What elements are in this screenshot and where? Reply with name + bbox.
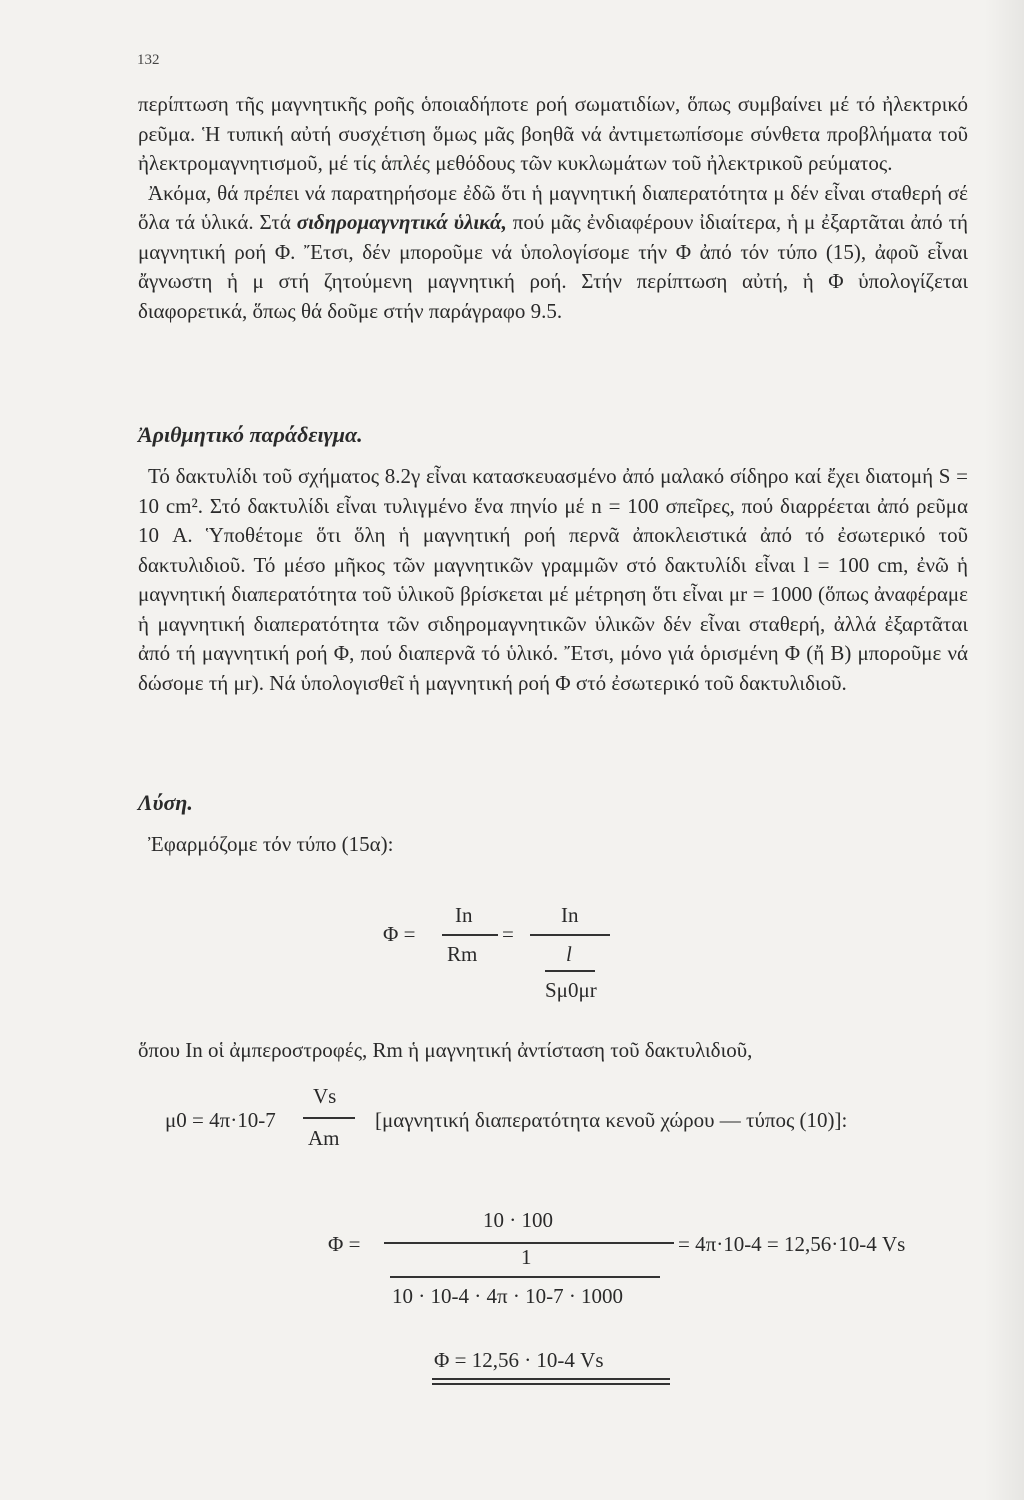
formula-1-eq: = bbox=[502, 922, 514, 946]
formula-3-den-num: 1 bbox=[521, 1245, 532, 1269]
final-result-underline-2 bbox=[432, 1383, 670, 1385]
formula-1-den2-den: Sμ0μr bbox=[545, 978, 597, 1002]
paragraph-1: περίπτωση τῆς μαγνητικῆς ροῆς ὁποιαδήποτε ροή σωματιδίων, ὅπως συμβαίνει μέ τό ἠλεκτρικό ρεῦμα. Ἡ τυπική αὐτή συσχέτιση ὅμως μᾶς βοηθᾶ νά ἀντιμετωπίσομε σύνθετα προβλήματα τοῦ ἠλεκτρομαγνητισμοῦ, μέ τίς ἁπλές μεθόδους τῶν κυκλωμάτων τοῦ ἠλεκτρικοῦ ρεύματος. bbox=[138, 92, 968, 175]
page-edge-shadow bbox=[984, 0, 1024, 1500]
final-result: Φ = 12,56 · 10-4 Vs bbox=[434, 1348, 604, 1372]
paragraph-intro bbox=[138, 90, 968, 326]
formula-2-fracline bbox=[303, 1117, 355, 1119]
formula-1-num1: In bbox=[455, 903, 473, 927]
formula-1-den1: Rm bbox=[447, 942, 478, 966]
paragraph-2-end: πού μᾶς ἐνδιαφέρουν ἰδιαίτερα, ἡ μ ἐξαρτᾶται ἀπό τή μαγνητική ροή Φ. Ἔτσι, δέν μποροῦμε νά ὑπολογίσομε τήν Φ ἀπό τόν τύπο (15), ἀφοῦ εἶναι ἄγνωστη ἡ μ στή ζητούμενη μαγνητική ροή. Στήν περίπτωση αὐτή, ἡ Φ ὑπολογίζεται διαφορετικά, ὅπως θά δοῦμε στήν παράγραφο 9.5. bbox=[138, 210, 968, 323]
formula-1-lhs: Φ = bbox=[383, 922, 416, 946]
formula-3-num: 10 · 100 bbox=[483, 1208, 553, 1232]
formula-3-fracline-2 bbox=[390, 1276, 660, 1278]
formula-1-fracline-3 bbox=[545, 970, 595, 972]
paragraph-2-start: Ἀκόμα, θά πρέπει νά παρατηρήσομε ἐδῶ ὅτι ἡ μαγνητική διαπερατότητα μ δέν εἶναι σταθερή σέ ὅλα τά ὑλικά. Στά bbox=[138, 180, 968, 234]
final-result-underline-1 bbox=[432, 1378, 670, 1380]
paragraph-example bbox=[138, 462, 968, 698]
paragraph-3: Τό δακτυλίδι τοῦ σχήματος 8.2γ εἶναι κατασκευασμένο ἀπό μαλακό σίδηρο καί ἔχει διατομή S = 10 cm². Στό δακτυλίδι εἶναι τυλιγμένο ἕνα πηνίο μέ n = 100 σπεῖρες, πού διαρρέεται ἀπό ρεῦμα 10 A. Ὑποθέτομε ὅτι ὅλη ἡ μαγνητική ροή περνᾶ ἀποκλειστικά ἀπό τό ἐσωτερικό τοῦ δακτυλιδιοῦ. Τό μέσο μῆκος τῶν μαγνητικῶν γραμμῶν στό δακτυλίδι εἶναι l = 100 cm, ἐνῶ ἡ μαγνητική διαπερατότητα τοῦ ὑλικοῦ βρίσκεται μέ μέτρηση ὅτι εἶναι μr = 1000 (ὅπως ἀναφέραμε ἡ μαγνητική διαπερατότητα τῶν σιδηρομαγνητικῶν ὑλικῶν δέν εἶναι σταθερή, ἀλλά ἐξαρτᾶται ἀπό τή μαγνητική ροή Φ, πού διαπερνᾶ τό ὑλικό. Ἔτσι, μόνο γιά ὁρισμένη Φ (ἤ B) μποροῦμε νά δώσομε τή μr). Νά ὑπολογισθεῖ ἡ μαγνητική ροή Φ στό ἐσωτερικό τοῦ δακτυλιδιοῦ. bbox=[138, 464, 968, 695]
formula-1-fracline-2 bbox=[530, 934, 610, 936]
paragraph-where bbox=[138, 1036, 968, 1066]
formula-2-lhs: μ0 = 4π·10-7 bbox=[165, 1108, 276, 1132]
formula-1-fracline-1 bbox=[442, 934, 498, 936]
formula-3-result: = 4π·10-4 = 12,56·10-4 Vs bbox=[678, 1232, 906, 1256]
formula-3-fracline-1 bbox=[384, 1242, 674, 1244]
formula-2-num: Vs bbox=[313, 1084, 337, 1108]
formula-2-note: [μαγνητική διαπερατότητα κενοῦ χώρου — τύπος (10)]: bbox=[375, 1108, 848, 1132]
formula-3-lhs: Φ = bbox=[328, 1232, 361, 1256]
paragraph-2 bbox=[138, 179, 968, 327]
formula-1-den2-num: l bbox=[566, 942, 572, 966]
page-number: 132 bbox=[137, 52, 160, 68]
formula-1-num2: In bbox=[561, 903, 579, 927]
paragraph-5: ὅπου In οἱ ἀμπεροστροφές, Rm ἡ μαγνητική ἀντίσταση τοῦ δακτυλιδιοῦ, bbox=[138, 1038, 753, 1062]
paragraph-apply bbox=[138, 830, 968, 860]
paragraph-4: Ἐφαρμόζομε τόν τύπο (15α): bbox=[148, 832, 394, 856]
formula-3-den-den: 10 · 10-4 · 4π · 10-7 · 1000 bbox=[392, 1284, 624, 1308]
formula-2-den: Am bbox=[308, 1126, 340, 1150]
heading-example: Ἀριθμητικό παράδειγμα. bbox=[138, 422, 363, 447]
heading-solution: Λύση. bbox=[138, 790, 193, 815]
emphasis-ferromagnetic: σιδηρομαγνητικά ὑλικά, bbox=[296, 210, 507, 234]
